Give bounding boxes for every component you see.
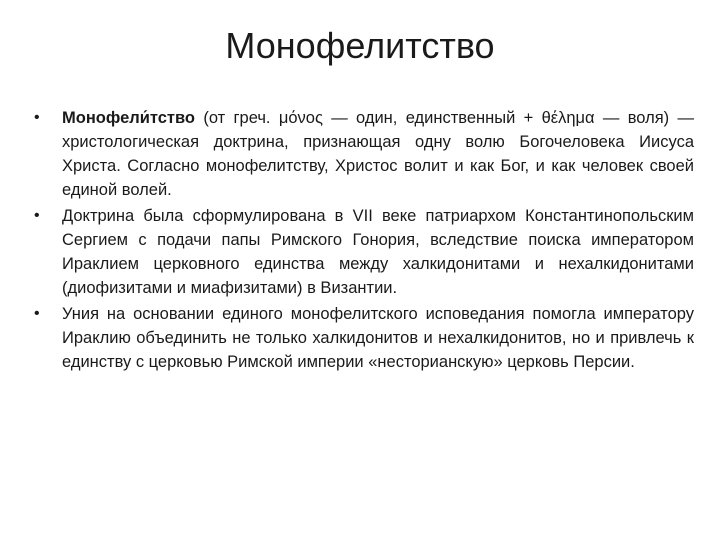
bullet-text: Уния на основании единого монофелитского исповедания помогла императору Ираклию объединить не только халкидонитов и нехалкидонитов, но и привлечь к единству с церковью Римской империи «несторианскую» церковь Персии. — [62, 305, 694, 371]
bullet-item-union — [34, 302, 694, 374]
bullet-text: Доктрина была сформулирована в VII веке патриархом Константинопольским Сергием с подачи папы Римского Гонория, вследствие поиска императором Ираклием церковного единства между халкидонитами и нехалкидонитами (диофизитами и миафизитами) в Византии. — [62, 207, 694, 297]
bullet-list — [34, 106, 694, 376]
bullet-term: Монофели́тство — [62, 109, 196, 127]
slide-title: Монофелитство — [225, 25, 495, 66]
bullet-text: (от греч. μόνος — один, единственный + θέλημα — воля) — христологическая доктрина, признающая одну волю Богочеловека Иисуса Христа. Согласно монофелитству, Христос волит и как Бог, и как человек своей единой волей. — [62, 109, 694, 199]
bullet-item-definition — [34, 106, 694, 202]
bullet-dot-icon: • — [34, 305, 40, 322]
bullet-dot-icon: • — [34, 207, 40, 224]
bullet-dot-icon: • — [34, 109, 40, 126]
bullet-item-origin — [34, 204, 694, 300]
